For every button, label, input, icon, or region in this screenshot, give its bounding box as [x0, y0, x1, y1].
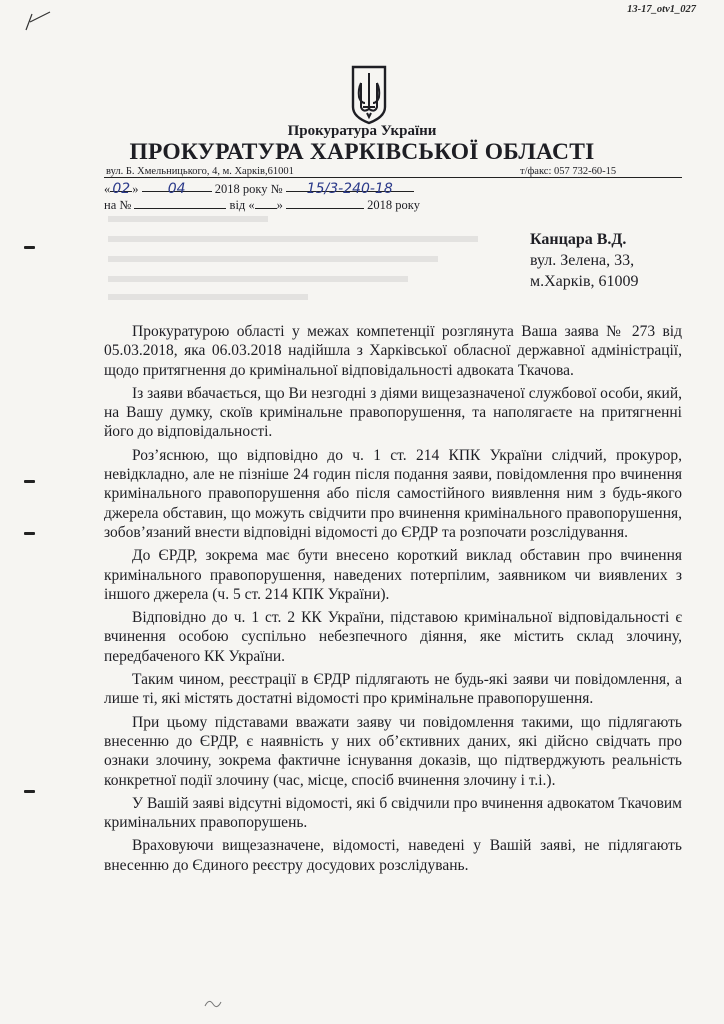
org-title: ПРОКУРАТУРА ХАРКІВСЬКОЇ ОБЛАСТІ: [129, 139, 595, 165]
handwritten-mark-icon: [22, 8, 62, 38]
org-subtitle: Прокуратура України: [287, 123, 437, 139]
body-paragraph: Прокуратурою області у межах компетенції розглянута Ваша заява № 273 від 05.03.2018, яка 06.03.2018 надійшла з Харківської обласної державної адміністрації, щодо притягнення до кримінальної відповідальності адвоката Ткачова.: [104, 323, 682, 379]
body-paragraph: У Вашій заяві відсутні відомості, які б свідчили про вчинення адвокатом Ткачовим кримінальних правопорушень.: [104, 794, 682, 832]
body-paragraph: Таким чином, реєстрації в ЄРДР підлягають не будь-які заяви чи повідомлення, а лише ті, які містять достатні відомості про кримінальне правопорушення.: [104, 671, 682, 708]
punch-hole-mark: [24, 246, 35, 249]
document-id: 13-17_otv1_027: [627, 4, 696, 15]
outgoing-year: 2018 року: [214, 182, 268, 196]
body-paragraph: Із заяви вбачається, що Ви незгодні з діями вищезазначеної службової особи, який, на Вашу думку, скоїв кримінальне правопорушення, та наполягаєте на притягненні його до відповідальності.: [104, 384, 682, 441]
incoming-from-label: від «: [229, 198, 255, 212]
incoming-number-label: на №: [104, 198, 132, 212]
ukraine-trident-icon: [349, 63, 389, 125]
recipient-block: [530, 229, 639, 292]
header-divider: [104, 177, 682, 178]
letter-body: [104, 322, 682, 879]
body-paragraph: До ЄРДР, зокрема має бути внесено короткий виклад обставин про вчинення кримінального правопорушення, наведених потерпілим, заявником чи виявлених з іншого джерела (ч. 5 ст. 214 КПК України).: [104, 547, 682, 603]
recipient-city: м.Харків, 61009: [530, 273, 639, 290]
outgoing-date-line: [104, 181, 414, 197]
incoming-quote-close: »: [276, 198, 283, 212]
org-address: вул. Б. Хмельницького, 4, м. Харків,61001: [106, 166, 294, 177]
punch-hole-mark: [24, 480, 35, 483]
outgoing-number-label: №: [270, 182, 283, 196]
body-paragraph: Враховуючи вищезазначене, відомості, наведені у Вашій заяві, не підлягають внесенню до Єдиного реєстру досудових розслідувань.: [104, 837, 682, 874]
outgoing-month: 04: [167, 181, 186, 197]
body-paragraph: Роз’яснюю, що відповідно до ч. 1 ст. 214 КПК України слідчий, прокурор, невідкладно, але не пізніше 24 годин після подання заяви, повідомлення про вчинення кримінального правопорушення або після самостійного виявлення ним з будь-якого джерела обставин, що можуть свідчити про вчинення кримінального правопорушення, зобов’язаний внести відповідні відомості до ЄРДР та розпочати розслідування.: [104, 446, 682, 541]
recipient-street: вул. Зелена, 33,: [530, 252, 635, 269]
punch-hole-mark: [24, 790, 35, 793]
body-paragraph: Відповідно до ч. 1 ст. 2 КК України, підставою кримінальної відповідальності є вчинення особою суспільно небезпечного діяння, яке містить склад злочину, передбаченого КК України.: [104, 609, 682, 665]
recipient-name: Канцара В.Д.: [530, 231, 627, 248]
body-paragraph: При цьому підставами вважати заяву чи повідомлення такими, що підлягають внесенню до ЄРДР, є наявність у них об’єктивних даних, які дійсно свідчать про ознаки злочину, зокрема фактичне існування доказів, що підтверджують реальність конкретної події злочину (час, місце, спосіб вчинення злочину і т.і.).: [104, 713, 682, 789]
punch-hole-mark: [24, 532, 35, 535]
org-telfax: т/факс: 057 732-60-15: [520, 166, 617, 177]
outgoing-day: 02: [112, 181, 131, 197]
outgoing-quote-close: »: [132, 182, 139, 196]
incoming-ref-line: [104, 198, 420, 213]
outgoing-quote-open: «: [104, 182, 111, 196]
incoming-year: 2018 року: [367, 198, 420, 212]
handwritten-mark-icon: [203, 996, 223, 1010]
outgoing-number: 15/3-240-18: [306, 181, 393, 197]
